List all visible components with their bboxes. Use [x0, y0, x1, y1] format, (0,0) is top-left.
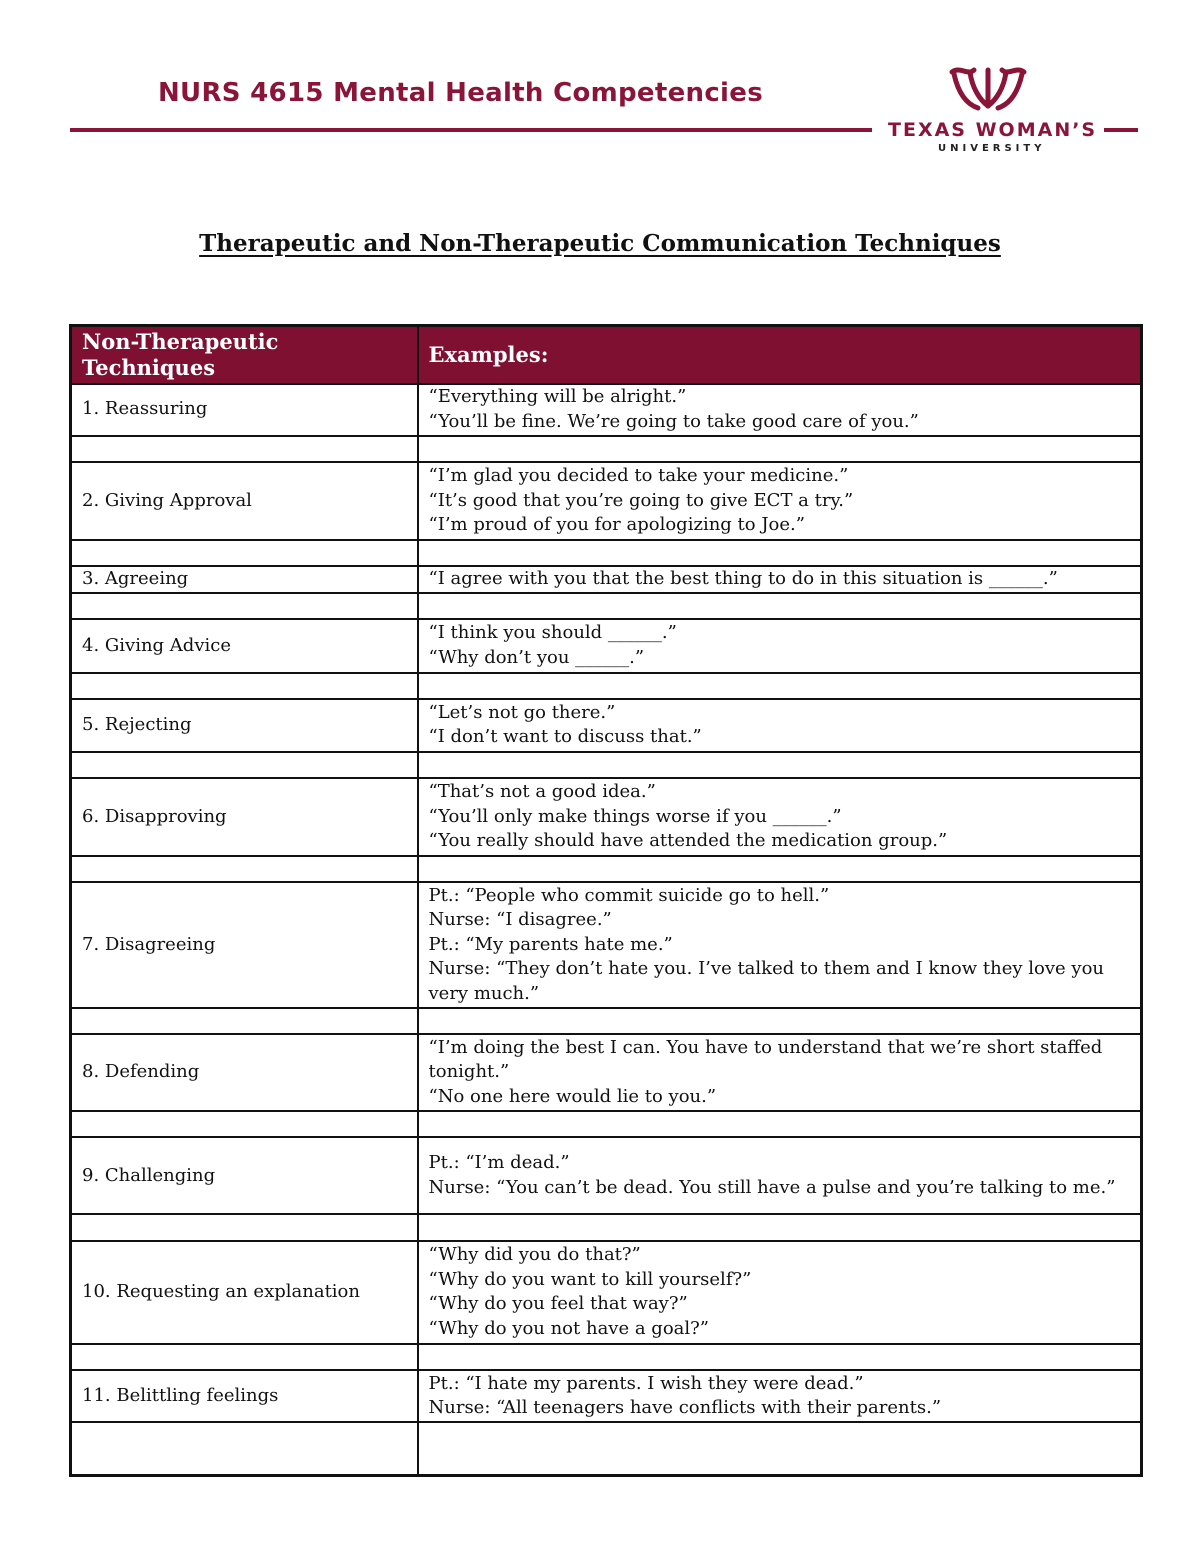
technique-cell: 10. Requesting an explanation — [71, 1241, 418, 1344]
example-line: “Why do you want to kill yourself?” — [428, 1268, 752, 1290]
spacer-row — [71, 1111, 1142, 1137]
example-line: Pt.: “My parents hate me.” — [428, 933, 673, 955]
example-line: “I’m glad you decided to take your medicine.” — [428, 465, 849, 487]
technique-cell: 11. Belittling feelings — [71, 1370, 418, 1422]
table-body — [71, 384, 1142, 1476]
university-subtitle: UNIVERSITY — [938, 143, 1046, 154]
university-name: TEXAS WOMAN’S — [888, 119, 1098, 141]
university-logo-emblem — [948, 64, 1028, 114]
example-line: “No one here would lie to you.” — [428, 1085, 717, 1107]
empty-cell — [418, 856, 1142, 882]
column-header-techniques: Non-Therapeutic Techniques — [71, 326, 418, 384]
technique-cell: 7. Disagreeing — [71, 882, 418, 1007]
examples-cell — [418, 566, 1142, 593]
examples-cell — [418, 384, 1142, 436]
empty-cell — [418, 593, 1142, 619]
example-line: Nurse: “They don’t hate you. I’ve talked to them and I know they love you very much.” — [428, 958, 1105, 1004]
table-row — [71, 882, 1142, 1007]
example-line: “It’s good that you’re going to give ECT a try.” — [428, 489, 854, 511]
header-rule — [70, 128, 872, 132]
spacer-row — [71, 436, 1142, 462]
example-line: “Everything will be alright.” — [428, 386, 687, 408]
examples-cell — [418, 778, 1142, 856]
spacer-row — [71, 1214, 1142, 1240]
empty-cell — [71, 856, 418, 882]
document-title: Therapeutic and Non-Therapeutic Communication Techniques — [199, 230, 1001, 257]
course-title: NURS 4615 Mental Health Competencies — [158, 78, 763, 108]
example-line: Pt.: “I hate my parents. I wish they were dead.” — [428, 1372, 864, 1394]
examples-cell — [418, 619, 1142, 672]
spacer-row — [71, 752, 1142, 778]
examples-cell — [418, 882, 1142, 1007]
table-row — [71, 566, 1142, 593]
example-line: Pt.: “People who commit suicide go to hell.” — [428, 884, 830, 906]
technique-cell: 4. Giving Advice — [71, 619, 418, 672]
example-line: “I’m proud of you for apologizing to Joe.” — [428, 514, 805, 536]
example-line: “Why did you do that?” — [428, 1244, 641, 1266]
examples-cell — [418, 1034, 1142, 1111]
technique-cell: 9. Challenging — [71, 1137, 418, 1214]
empty-cell — [71, 1344, 418, 1370]
empty-cell — [71, 436, 418, 462]
technique-cell: 5. Rejecting — [71, 699, 418, 752]
examples-cell — [418, 1241, 1142, 1344]
spacer-row — [71, 593, 1142, 619]
technique-cell: 2. Giving Approval — [71, 462, 418, 540]
spacer-row — [71, 1344, 1142, 1370]
examples-cell — [418, 462, 1142, 540]
empty-cell — [71, 673, 418, 699]
examples-cell — [418, 699, 1142, 752]
empty-cell — [418, 1422, 1142, 1475]
techniques-table — [69, 324, 1143, 1477]
example-line: “That’s not a good idea.” — [428, 781, 656, 803]
spacer-row — [71, 1422, 1142, 1475]
table-row — [71, 1370, 1142, 1422]
example-line: “Why do you not have a goal?” — [428, 1317, 709, 1339]
spacer-row — [71, 1008, 1142, 1034]
empty-cell — [418, 1344, 1142, 1370]
technique-cell: 3. Agreeing — [71, 566, 418, 593]
example-line: Pt.: “I’m dead.” — [428, 1152, 570, 1174]
table-row — [71, 1137, 1142, 1214]
example-line: “Let’s not go there.” — [428, 701, 616, 723]
example-line: Nurse: “I disagree.” — [428, 909, 612, 931]
examples-cell — [418, 1137, 1142, 1214]
spacer-row — [71, 673, 1142, 699]
spacer-row — [71, 540, 1142, 566]
example-line: Nurse: “You can’t be dead. You still have a pulse and you’re talking to me.” — [428, 1176, 1116, 1198]
example-line: “Why don’t you ______.” — [428, 646, 645, 668]
empty-cell — [418, 752, 1142, 778]
empty-cell — [418, 1008, 1142, 1034]
table-row — [71, 778, 1142, 856]
empty-cell — [71, 1111, 418, 1137]
example-line: “I agree with you that the best thing to do in this situation is ______.” — [428, 568, 1058, 590]
empty-cell — [418, 1214, 1142, 1240]
table-row — [71, 462, 1142, 540]
table-row — [71, 384, 1142, 436]
empty-cell — [71, 752, 418, 778]
empty-cell — [71, 1214, 418, 1240]
column-header-examples: Examples: — [418, 326, 1142, 384]
technique-cell: 8. Defending — [71, 1034, 418, 1111]
spacer-row — [71, 856, 1142, 882]
example-line: “You’ll only make things worse if you ______.” — [428, 805, 842, 827]
table-row — [71, 699, 1142, 752]
empty-cell — [71, 540, 418, 566]
header-rule-right — [1104, 128, 1138, 132]
empty-cell — [71, 593, 418, 619]
empty-cell — [418, 673, 1142, 699]
table-row — [71, 1034, 1142, 1111]
example-line: “I think you should ______.” — [428, 622, 677, 644]
technique-cell: 6. Disapproving — [71, 778, 418, 856]
example-line: “I’m doing the best I can. You have to understand that we’re short staffed tonight.” — [428, 1036, 1103, 1083]
table-header-row — [71, 326, 1142, 384]
technique-cell: 1. Reassuring — [71, 384, 418, 436]
example-line: “Why do you feel that way?” — [428, 1293, 688, 1315]
example-line: “You’ll be fine. We’re going to take good care of you.” — [428, 410, 919, 432]
example-line: “You really should have attended the medication group.” — [428, 830, 948, 852]
examples-cell — [418, 1370, 1142, 1422]
empty-cell — [418, 540, 1142, 566]
example-line: “I don’t want to discuss that.” — [428, 726, 702, 748]
table-row — [71, 619, 1142, 672]
example-line: Nurse: “All teenagers have conflicts with their parents.” — [428, 1397, 942, 1419]
empty-cell — [418, 1111, 1142, 1137]
empty-cell — [418, 436, 1142, 462]
empty-cell — [71, 1008, 418, 1034]
table-row — [71, 1241, 1142, 1344]
empty-cell — [71, 1422, 418, 1475]
